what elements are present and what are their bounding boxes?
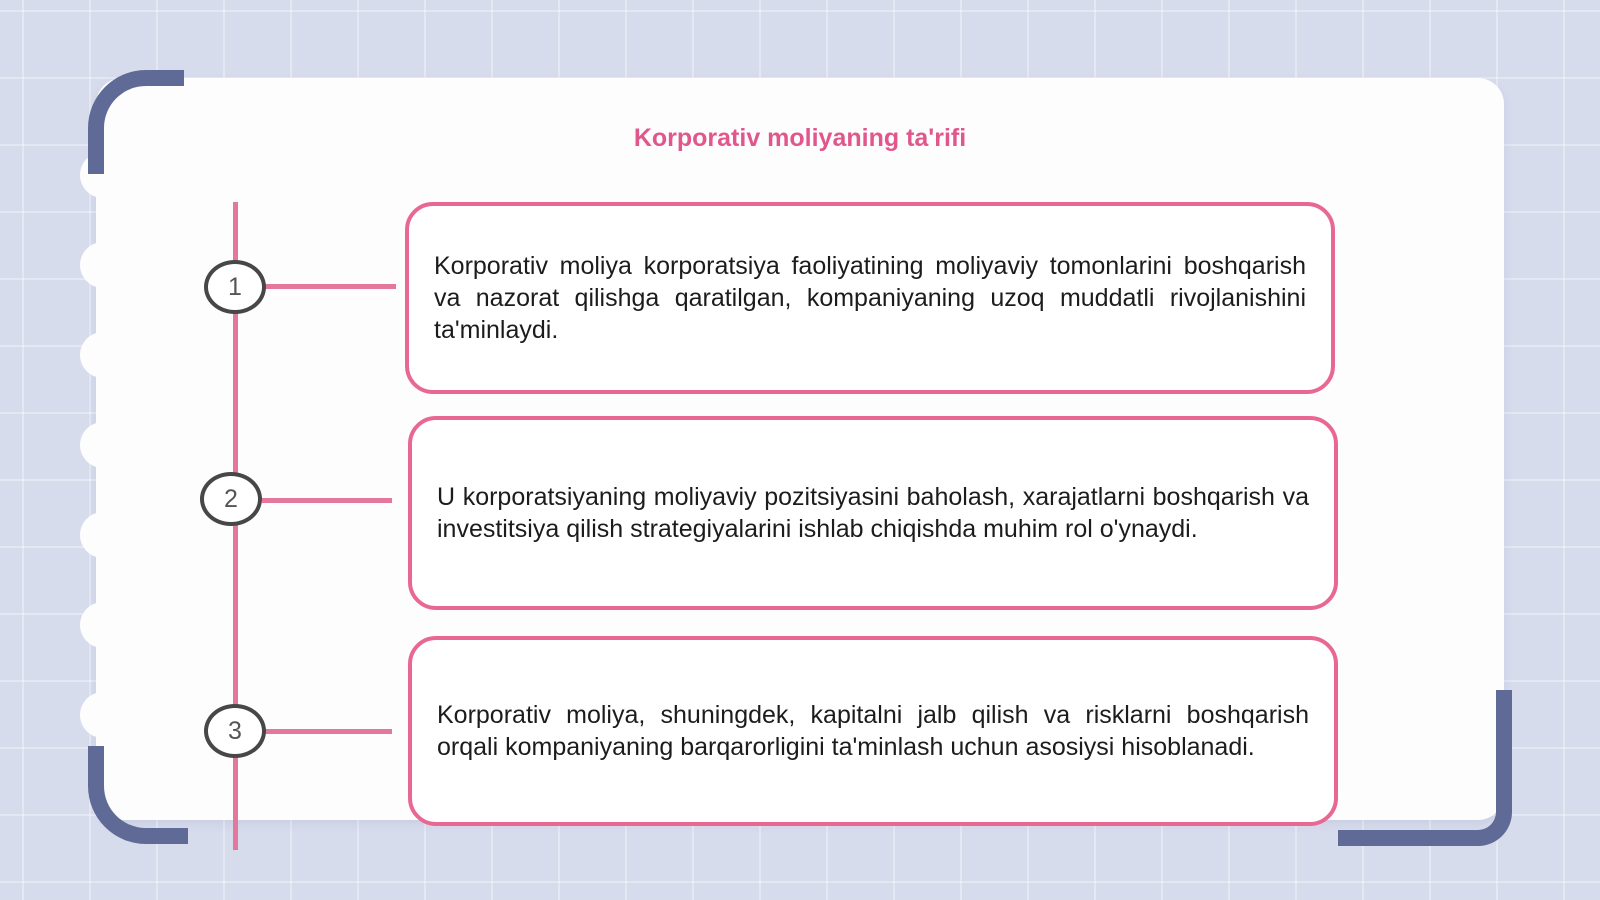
definition-box <box>408 636 1338 826</box>
scallop-bump <box>80 242 126 288</box>
step-number-circle <box>204 260 266 314</box>
step-number-circle <box>200 472 262 526</box>
scallop-bump <box>80 332 126 378</box>
scallop-bump <box>80 422 126 468</box>
step-number: 1 <box>228 272 242 301</box>
definition-box <box>408 416 1338 610</box>
scallop-bump <box>80 602 126 648</box>
timeline-connector <box>264 729 392 734</box>
definition-text: Korporativ moliya, shuningdek, kapitalni jalb qilish va risklarni boshqarish orqali kompaniyaning barqarorligini ta'minlash uchun asosiysi hisoblanadi. <box>437 701 1309 761</box>
definition-text: Korporativ moliya korporatsiya faoliyatining moliyaviy tomonlarini boshqarish va nazorat qilishga qaratilgan, kompaniyaning uzoq muddatli rivojlanishini ta'minlaydi. <box>434 252 1306 344</box>
definition-text: U korporatsiyaning moliyaviy pozitsiyasini baholash, xarajatlarni boshqarish va investitsiya qilish strategiyalarini ishlab chiqishda muhim rol o'ynaydi. <box>437 483 1309 543</box>
timeline-connector <box>264 284 396 289</box>
slide-title: Korporativ moliyaning ta'rifi <box>633 124 967 152</box>
scallop-bump <box>80 692 126 738</box>
step-number: 2 <box>224 484 238 513</box>
frame-corner-bottom-left <box>88 746 188 844</box>
definition-box <box>405 202 1335 394</box>
timeline-connector <box>262 498 392 503</box>
frame-corner-bottom-right <box>1338 690 1512 846</box>
step-number: 3 <box>228 716 242 745</box>
step-number-circle <box>204 704 266 758</box>
scallop-bump <box>80 512 126 558</box>
